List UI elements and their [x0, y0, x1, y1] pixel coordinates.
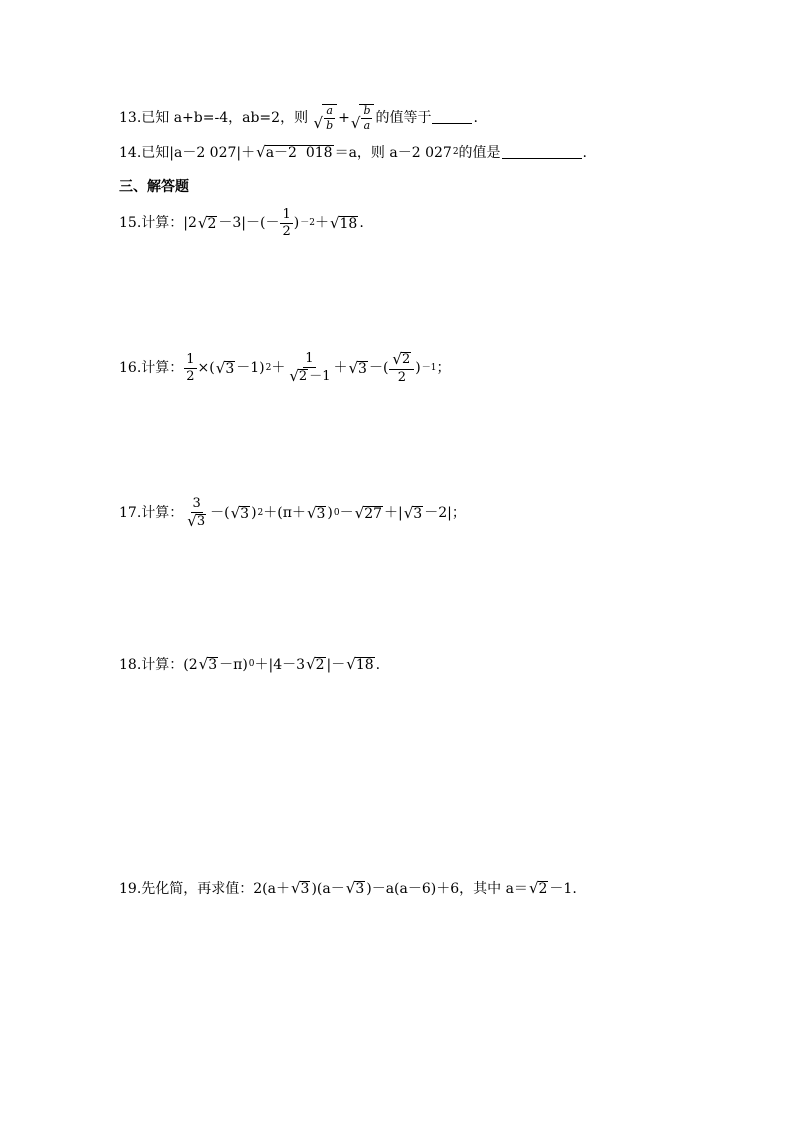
question-17: 17.计算： 3 √ 3 －( √ 3 ) 2 ＋(π＋ √ 3 ) 0 － √ 27 ＋| √ 3 －2|；	[119, 496, 466, 530]
answer-blank-13[interactable]	[432, 111, 472, 124]
question-18: 18.计算：(2 √ 3 －π) 0 ＋|4－3 √ 2 |－ √ 18 .	[119, 655, 381, 673]
q14-prefix: 14.已知|a－2 027|＋	[119, 144, 256, 161]
q14-sqrt: √ a－2 018	[256, 143, 333, 161]
section-title: 三、解答题	[119, 179, 189, 195]
question-13: 13.已知 a+b=-4，ab=2，则 √ $\frac{a}{b}$ + √ $\frac{b}{a}$ 的值等于 .	[119, 104, 478, 133]
question-15: 15.计算：|2 √ 2 －3|－(－ $\frac{1}{2}$ ) －2 ＋ √ 18 .	[119, 207, 364, 239]
q13-sqrt-b-over-a: √ $\frac{b}{a}$	[351, 104, 375, 131]
q13-prefix: 13.已知 a+b=-4，ab=2，则	[119, 109, 313, 126]
q17-fraction: 3 √ 3	[187, 496, 206, 530]
q13-fraction-1: $\frac{a}{b}$	[326, 104, 334, 132]
q15-fraction: $\frac{1}{2}$	[282, 207, 291, 239]
answer-blank-14[interactable]	[502, 146, 582, 159]
q16-fraction-2: 1 √ 2 －1	[289, 351, 331, 385]
question-16: 16.计算： $\frac{1}{2}$ ×( √ 3 －1) 2 ＋ 1 √ 2 －1 ＋ √ 3 －( √ 2 2 ) －1 ；	[119, 350, 451, 385]
q16-fraction-1: $\frac{1}{2}$	[186, 352, 195, 384]
q13-sqrt-a-over-b: √ $\frac{a}{b}$	[314, 104, 338, 131]
question-14: 14.已知|a－2 027|＋ √ a－2 018 ＝a，则 a－2 027 2 的值是 .	[119, 143, 587, 161]
q16-fraction-3: √ 2 2	[389, 352, 414, 384]
q13-fraction-2: $\frac{b}{a}$	[363, 104, 371, 132]
question-19: 19.先化简，再求值：2(a＋ √ 3 )(a－ √ 3 )－a(a－6)＋6，其中 a＝ √ 2 －1.	[119, 879, 577, 897]
